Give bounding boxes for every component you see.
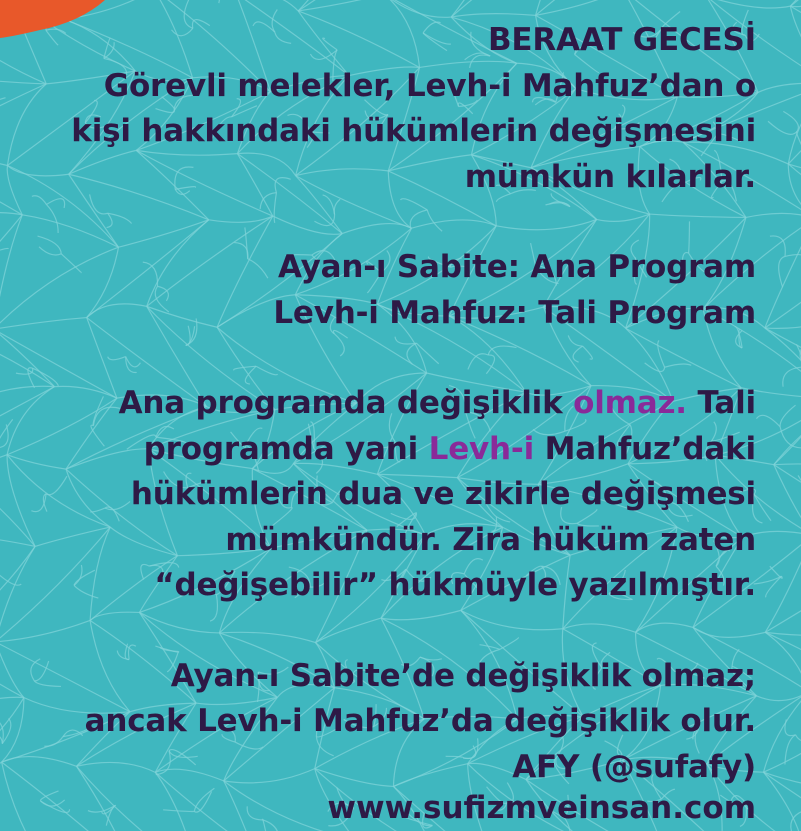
text-line: Ayan-ı Sabite: Ana Program (277, 249, 756, 285)
section-beraat-gecesi (16, 18, 756, 200)
section-title: BERAAT GECESİ (488, 22, 756, 58)
text-line: kişi hakkındaki hükümlerin değişmesini (71, 113, 756, 149)
text-line: Ayan-ı Sabite’de değişiklik olmaz; (170, 657, 756, 694)
text-line: Görevli melekler, Levh-i Mahfuz’dan o (103, 67, 756, 104)
section-explanation (16, 381, 756, 609)
text-segment: programda yani (143, 430, 429, 467)
text-line (16, 427, 756, 473)
highlighted-word: olmaz. (573, 385, 687, 421)
author-handle: AFY (@sufafy) (512, 748, 756, 785)
text-line: hükümlerin dua ve zikirle değişmesi (130, 476, 756, 512)
text-line: ancak Levh-i Mahfuz’da değişiklik olur. (84, 703, 756, 739)
text-line: mümkündür. Zira hüküm zaten (225, 521, 756, 558)
section-programs (16, 245, 756, 336)
highlighted-word: Levh-i (428, 430, 535, 467)
article-text (16, 18, 756, 790)
text-line: “değişebilir” hükmüyle yazılmıştır. (154, 567, 756, 603)
section-conclusion (16, 654, 756, 791)
text-line: Levh-i Mahfuz: Tali Program (273, 294, 756, 331)
text-line (16, 381, 756, 427)
text-segment: Mahfuz’daki (534, 430, 756, 467)
website-url: www.sufizmveinsan.com (327, 790, 756, 826)
text-line: mümkün kılarlar. (464, 158, 756, 195)
text-segment: Tali (686, 385, 756, 421)
text-segment: Ana programda değişiklik (118, 385, 574, 421)
